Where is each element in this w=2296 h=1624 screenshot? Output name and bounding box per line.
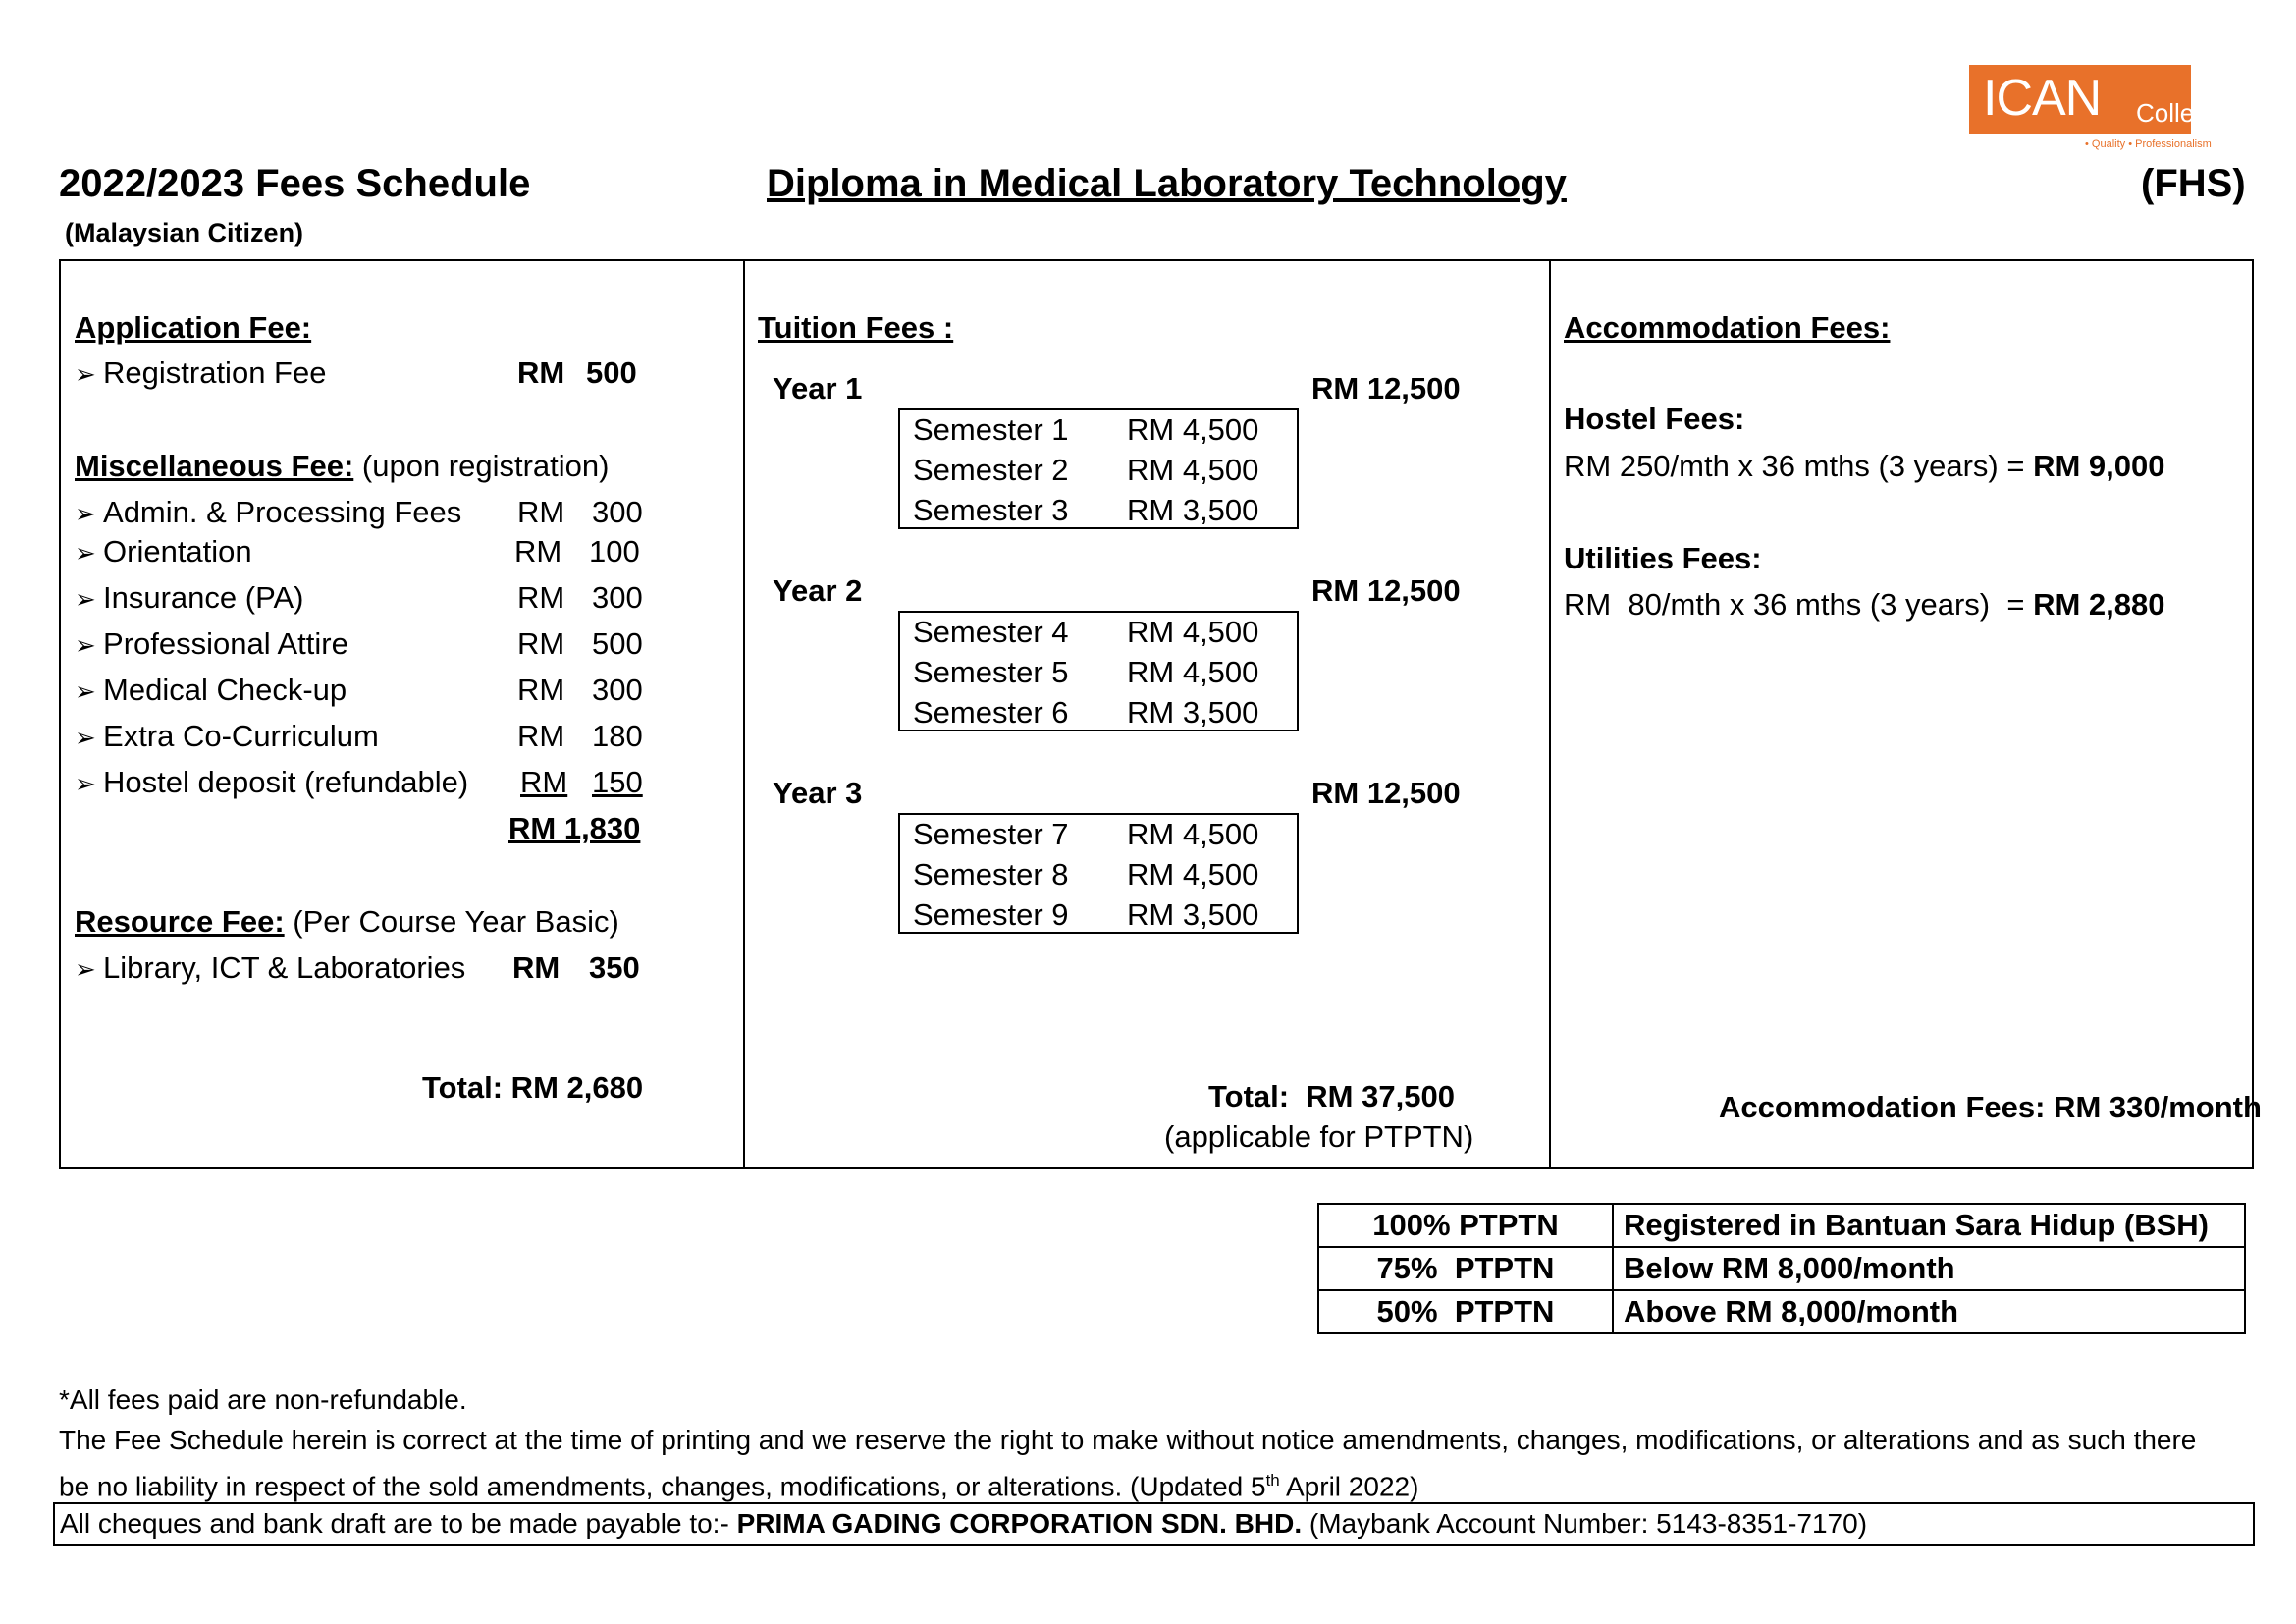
misc-item: ➢ Hostel deposit (refundable) (75, 765, 469, 799)
ptptn-criteria: Above RM 8,000/month (1613, 1290, 2245, 1333)
semester-name: Semester 7 (913, 817, 1069, 851)
semester-fee: RM 4,500 (1127, 655, 1259, 689)
left-total: Total: RM 2,680 (422, 1070, 644, 1105)
fee-rm: RM (517, 673, 565, 707)
column-divider-1 (743, 259, 745, 1169)
disclaimer-line-2: be no liability in respect of the sold amendments, changes, modifications, or alterations. (Updated 5th April 2022) (59, 1471, 1419, 1502)
schedule-title: 2022/2023 Fees Schedule (59, 162, 531, 205)
hostel-calc: RM 250/mth x 36 mths (3 years) = (1564, 449, 2034, 483)
ptptn-level: 75% PTPTN (1318, 1247, 1613, 1290)
payable-prefix: All cheques and bank draft are to be made payable to:- (60, 1508, 737, 1539)
semester-name: Semester 8 (913, 857, 1069, 892)
arrow-bullet-icon: ➢ (75, 499, 104, 528)
misc-item: ➢ Insurance (PA) (75, 580, 304, 615)
payable-account: (Maybank Account Number: 5143-8351-7170) (1302, 1508, 1868, 1539)
semester-fee: RM 4,500 (1127, 412, 1259, 447)
semester-fee: RM 4,500 (1127, 453, 1259, 487)
utilities-heading: Utilities Fees: (1564, 541, 1762, 575)
accommodation-monthly: Accommodation Fees: RM 330/month (1719, 1090, 2262, 1124)
fee-amount: 100 (589, 534, 640, 568)
ptptn-table (1317, 1203, 2246, 1334)
fee-rm: RM (512, 950, 561, 985)
table-row (1318, 1247, 2245, 1290)
hostel-heading: Hostel Fees: (1564, 402, 1745, 436)
hostel-total: RM 9,000 (2033, 449, 2165, 483)
arrow-bullet-icon: ➢ (75, 723, 104, 752)
semester-name: Semester 3 (913, 493, 1069, 527)
fee-amount: 300 (592, 673, 643, 707)
fee-amount: 350 (589, 950, 640, 985)
fee-rm: RM (517, 495, 565, 529)
faculty-code: (FHS) (2141, 162, 2246, 205)
arrow-bullet-icon: ➢ (75, 677, 104, 706)
application-heading: Application Fee: (75, 310, 312, 345)
semester-name: Semester 6 (913, 695, 1069, 730)
fee-amount: 500 (592, 626, 643, 661)
misc-item: ➢ Professional Attire (75, 626, 348, 661)
misc-subtotal: RM 1,830 (508, 811, 641, 845)
semester-name: Semester 1 (913, 412, 1069, 447)
fee-amount: 300 (592, 580, 643, 615)
payable-company: PRIMA GADING CORPORATION SDN. BHD. (736, 1508, 1303, 1539)
ptptn-criteria: Below RM 8,000/month (1613, 1247, 2245, 1290)
tuition-heading: Tuition Fees : (758, 310, 954, 345)
misc-item: ➢ Medical Check-up (75, 673, 347, 707)
arrow-bullet-icon: ➢ (75, 954, 104, 984)
misc-item: ➢ Orientation (75, 534, 252, 568)
year-amount: RM 12,500 (1311, 573, 1461, 608)
logo-main-text: ICAN (1983, 70, 2102, 127)
year-amount: RM 12,500 (1311, 371, 1461, 406)
arrow-bullet-icon: ➢ (75, 584, 104, 614)
disclaimer-line-1: The Fee Schedule herein is correct at the time of printing and we reserve the right to make without notice amendments, changes, modifications, or alterations and as such there (59, 1425, 2197, 1455)
misc-heading-line (75, 449, 609, 484)
arrow-bullet-icon: ➢ (75, 359, 104, 389)
payable-line (60, 1506, 1867, 1542)
utilities-calc-line (1564, 587, 2164, 623)
semester-fee: RM 3,500 (1127, 493, 1259, 527)
semester-fee: RM 4,500 (1127, 817, 1259, 851)
semester-name: Semester 2 (913, 453, 1069, 487)
fee-amount: 300 (592, 495, 643, 529)
misc-item: ➢ Extra Co-Curriculum (75, 719, 379, 753)
year-label: Year 2 (773, 573, 863, 608)
semester-name: Semester 4 (913, 615, 1069, 649)
arrow-bullet-icon: ➢ (75, 769, 104, 798)
fee-rm: RM (520, 765, 568, 799)
utilities-total: RM 2,880 (2033, 587, 2165, 622)
ptptn-level: 100% PTPTN (1318, 1204, 1613, 1247)
table-row (1318, 1290, 2245, 1333)
logo-sub-text: College (2136, 98, 2223, 128)
semester-fee: RM 3,500 (1127, 695, 1259, 730)
fee-amount: 150 (592, 765, 643, 799)
fee-rm: RM (517, 626, 565, 661)
hostel-calc-line (1564, 449, 2164, 484)
semester-fee: RM 4,500 (1127, 857, 1259, 892)
fee-label: Registration Fee (103, 355, 327, 390)
year-label: Year 1 (773, 371, 863, 406)
resource-item: ➢ Library, ICT & Laboratories (75, 950, 466, 985)
table-row (1318, 1204, 2245, 1247)
arrow-bullet-icon: ➢ (75, 630, 104, 660)
semester-fee: RM 3,500 (1127, 897, 1259, 932)
year-amount: RM 12,500 (1311, 776, 1461, 810)
resource-heading-line (75, 904, 619, 940)
logo-tagline: • Quality • Professionalism (2085, 138, 2212, 150)
semester-name: Semester 5 (913, 655, 1069, 689)
column-divider-2 (1549, 259, 1551, 1169)
resource-heading: Resource Fee: (75, 904, 285, 939)
misc-note: (upon registration) (361, 449, 610, 483)
citizen-note: (Malaysian Citizen) (65, 218, 304, 247)
fee-rm: RM (517, 355, 565, 390)
accommodation-heading: Accommodation Fees: (1564, 310, 1891, 345)
misc-heading: Miscellaneous Fee: (75, 449, 354, 483)
tuition-total: Total: RM 37,500 (1208, 1079, 1455, 1113)
nonrefund-note: *All fees paid are non-refundable. (59, 1384, 467, 1415)
program-title: Diploma in Medical Laboratory Technology (767, 162, 1567, 205)
fee-rm: RM (514, 534, 562, 568)
utilities-calc: RM 80/mth x 36 mths (3 years) = (1564, 587, 2034, 622)
fee-amount: 500 (586, 355, 637, 390)
year-label: Year 3 (773, 776, 863, 810)
tuition-total-note: (applicable for PTPTN) (1164, 1119, 1474, 1154)
semester-fee: RM 4,500 (1127, 615, 1259, 649)
resource-note: (Per Course Year Basic) (293, 904, 619, 939)
ptptn-level: 50% PTPTN (1318, 1290, 1613, 1333)
application-item (75, 355, 326, 392)
fee-amount: 180 (592, 719, 643, 753)
arrow-bullet-icon: ➢ (75, 538, 104, 568)
fee-rm: RM (517, 719, 565, 753)
college-logo (1969, 65, 2223, 134)
fee-rm: RM (517, 580, 565, 615)
semester-name: Semester 9 (913, 897, 1069, 932)
ptptn-criteria: Registered in Bantuan Sara Hidup (BSH) (1613, 1204, 2245, 1247)
misc-item: ➢ Admin. & Processing Fees (75, 495, 462, 529)
